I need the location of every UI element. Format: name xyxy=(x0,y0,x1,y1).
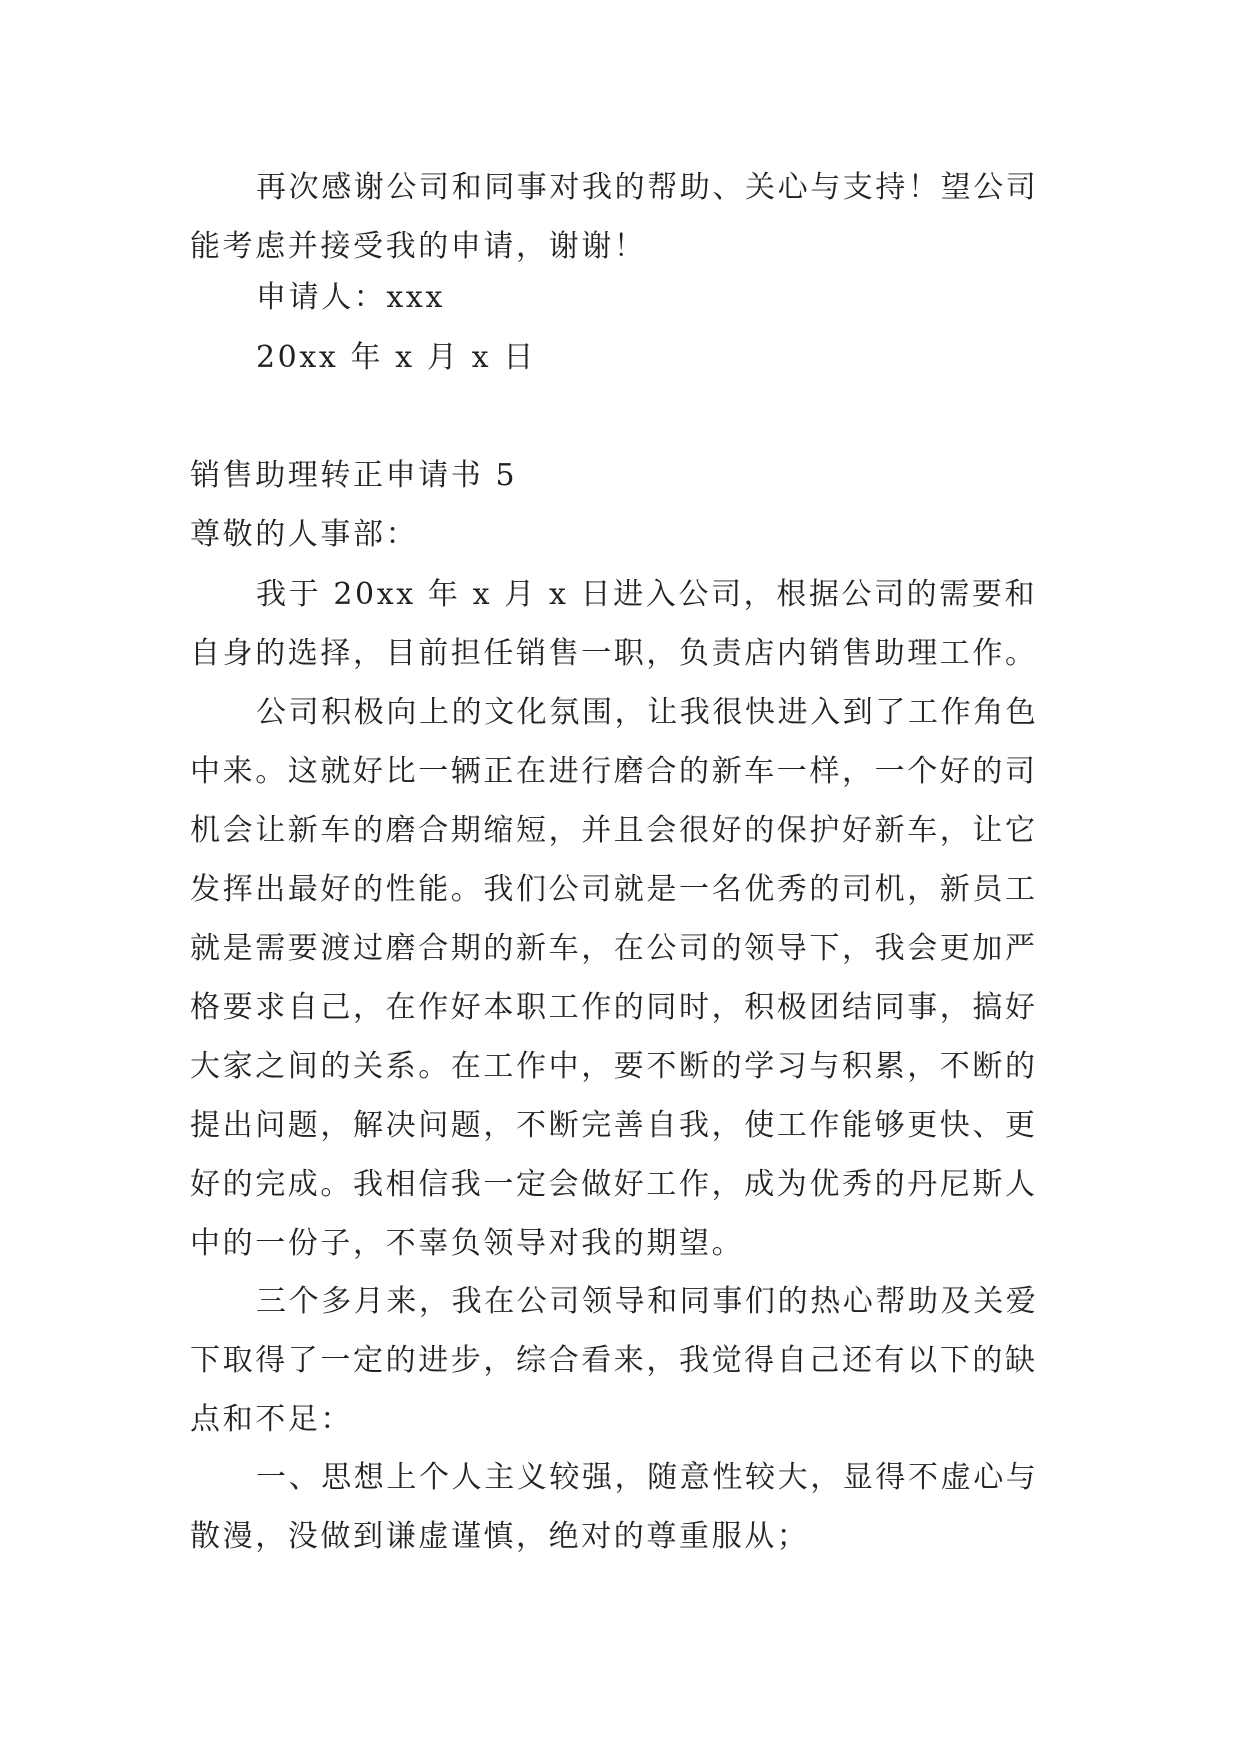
section-title: 销售助理转正申请书 5 xyxy=(190,458,518,493)
date-line: 20xx 年 x 月 x 日 xyxy=(256,340,536,375)
body-paragraph-3: 三个多月来，我在公司领导和同事们的热心帮助及关爱下取得了一定的进步，综合看来，我觉得自己还有以下的缺点和不足： xyxy=(190,1284,1039,1437)
body-paragraph-1: 我于 20xx 年 x 月 x 日进入公司，根据公司的需要和自身的选择，目前担任销售一职，负责店内销售助理工作。 xyxy=(190,577,1038,671)
applicant-line: 申请人：xxx xyxy=(256,280,445,315)
body-paragraph-4: 一、思想上个人主义较强，随意性较大，显得不虚心与散漫，没做到谦虚谨慎，绝对的尊重服从； xyxy=(190,1460,1039,1554)
salutation: 尊敬的人事部： xyxy=(190,517,419,552)
body-paragraph-2: 公司积极向上的文化氛围，让我很快进入到了工作角色中来。这就好比一辆正在进行磨合的新车一样，一个好的司机会让新车的磨合期缩短，并且会很好的保护好新车，让它发挥出最好的性能。我们公司就是一名优秀的司机，新员工就是需要渡过磨合期的新车，在公司的领导下，我会更加严格要求自己，在作好本职工作的同时，积极团结同事，搞好大家之间的关系。在工作中，要不断的学习与积累，不断的提出问题，解决问题，不断完善自我，使工作能够更快、更好的完成。我相信我一定会做好工作，成为优秀的丹尼斯人中的一份子，不辜负领导对我的期望。 xyxy=(190,695,1039,1261)
closing-paragraph: 再次感谢公司和同事对我的帮助、关心与支持！望公司能考虑并接受我的申请，谢谢！ xyxy=(190,170,1039,264)
